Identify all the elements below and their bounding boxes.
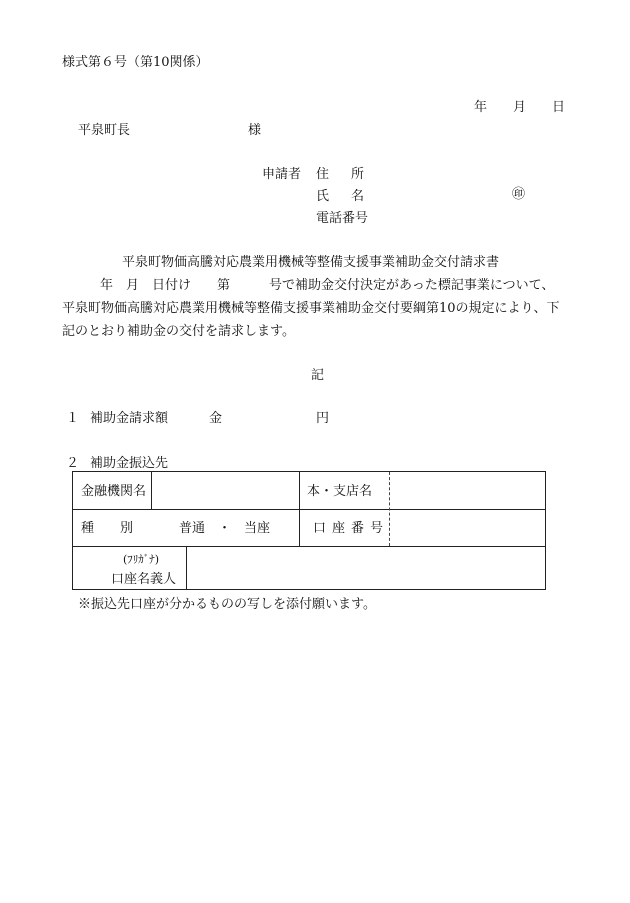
item-1-yen: 円	[316, 411, 330, 426]
date-year: 年	[474, 100, 488, 115]
table-col-divider-dashed	[389, 472, 390, 546]
body-line-3: 記のとおり補助金の交付を請求します。	[62, 324, 295, 339]
account-holder-label: 口座名義人	[111, 572, 177, 587]
table-col-divider	[299, 472, 300, 546]
body-line-1: 年 月 日付け 第 号で補助金交付決定があった標記事業について、	[100, 278, 555, 293]
table-col-divider	[186, 546, 187, 590]
phone-label: 電話番号	[316, 211, 369, 226]
item-2-label: 補助金振込先	[90, 456, 169, 471]
account-type-options: 普通 ・ 当座	[179, 521, 271, 536]
furigana-label: (ﾌﾘｶﾞﾅ)	[123, 553, 160, 566]
applicant-label: 申請者	[262, 167, 302, 182]
bank-table	[72, 471, 546, 590]
bank-name-label: 金融機関名	[81, 484, 147, 499]
form-number: 様式第６号（第10関係）	[62, 55, 209, 70]
date-line	[474, 101, 565, 114]
addressee: 平泉町長	[78, 123, 131, 138]
name-label: 氏名	[316, 189, 387, 204]
table-row-divider	[73, 509, 545, 510]
branch-label: 本・支店名	[307, 484, 373, 499]
date-month: 月	[513, 100, 527, 115]
document-title: 平泉町物価高騰対応農業用機械等整備支援事業補助金交付請求書	[122, 255, 500, 270]
item-1-kin: 金	[209, 411, 223, 426]
account-type-label: 種 別	[81, 521, 134, 536]
seal-mark: ㊞	[512, 187, 526, 202]
item-1-label: 補助金請求額	[90, 411, 169, 426]
item-1-number: １	[66, 411, 80, 426]
address-label: 住所	[316, 167, 387, 182]
account-number-label: 口座番号	[313, 521, 390, 536]
honorific: 様	[248, 123, 262, 138]
item-2-number: ２	[66, 456, 80, 471]
body-line-2: 平泉町物価高騰対応農業用機械等整備支援事業補助金交付要綱第10の規定により、下	[62, 301, 560, 316]
attachment-note: ※振込先口座が分かるものの写しを添付願います。	[78, 597, 376, 612]
date-day: 日	[552, 100, 566, 115]
table-col-divider	[151, 472, 152, 509]
table-row-divider	[73, 546, 545, 547]
ki-heading: 記	[311, 368, 325, 383]
